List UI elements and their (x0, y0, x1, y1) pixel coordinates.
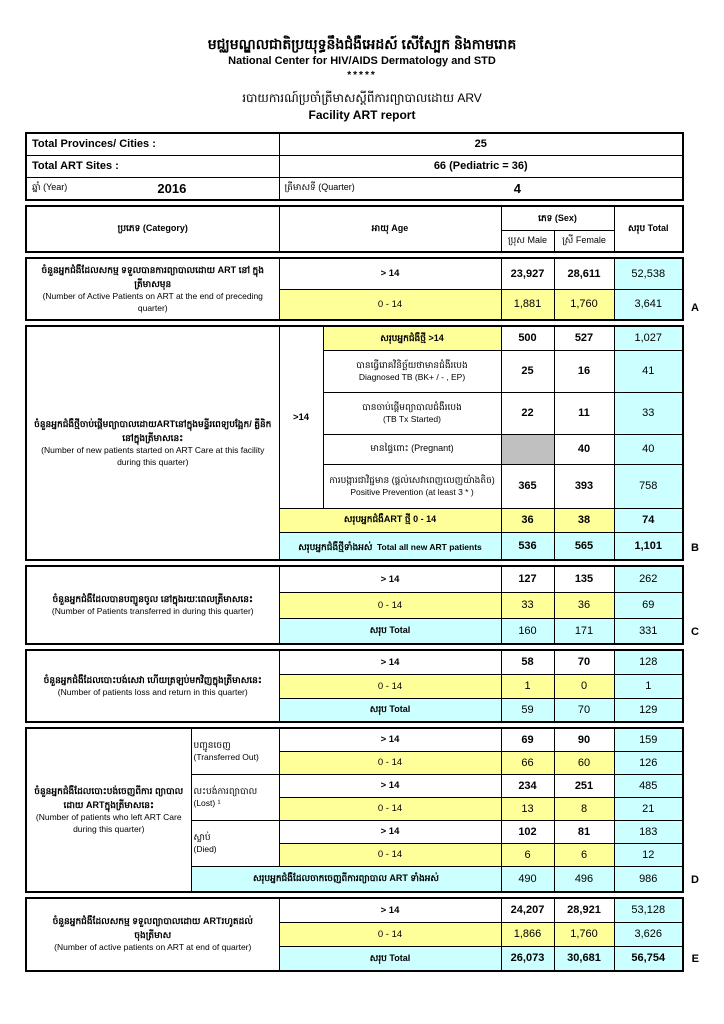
total-value: 262 (614, 566, 683, 592)
male-value: 234 (501, 774, 554, 797)
col-female: ស្រី Female (554, 230, 614, 252)
table-row (26, 566, 683, 592)
section-d-letter: D (691, 874, 699, 886)
total-value: 52,538 (614, 258, 683, 289)
female-value: 70 (554, 698, 614, 722)
subtotal-label: សរុបអ្នកជំងឺART ថ្មី 0 - 14 (279, 508, 501, 532)
table-row (26, 258, 683, 289)
female-value: 171 (554, 618, 614, 644)
col-age: អាយុ Age (279, 206, 501, 252)
section-a-table (25, 257, 684, 321)
table-row (26, 326, 683, 350)
section-c-category: ចំនួនអ្នកជំងឺដែលបានបញ្ជូនចូល នៅក្នុងរយៈពេលត្រីមាសនេះ (Number of Patients transferred in during this quarter) (26, 566, 279, 644)
table-row (26, 898, 683, 922)
female-value: 11 (554, 392, 614, 434)
male-value: 500 (501, 326, 554, 350)
male-value: 160 (501, 618, 554, 644)
total-value: 129 (614, 698, 683, 722)
male-value: 365 (501, 464, 554, 508)
male-value: 490 (501, 866, 554, 892)
female-value: 60 (554, 751, 614, 774)
row-label: មានផ្ទៃពោះ (Pregnant) (323, 434, 501, 464)
year-label: ឆ្នាំ (Year) (32, 181, 68, 192)
female-value: 6 (554, 843, 614, 866)
total-label: សរុប Total (279, 618, 501, 644)
age-cell: > 14 (279, 898, 501, 922)
total-value: 986 (614, 866, 683, 892)
total-value: 1 (614, 674, 683, 698)
total-value: 1,101 (614, 532, 683, 560)
section-c-table (25, 565, 684, 645)
total-value: 128 (614, 650, 683, 674)
male-value: 102 (501, 820, 554, 843)
section-a-letter: A (691, 302, 699, 314)
total-value: 21 (614, 797, 683, 820)
female-value: 135 (554, 566, 614, 592)
total-value: 41 (614, 350, 683, 392)
section-e-category: ចំនួនអ្នកជំងឺដែលសកម្ម ទទួលព្យាបាលដោយ ARTរហូតដល់ ចុងត្រីមាស (Number of active patients on ART at end of quarter) (26, 898, 279, 971)
subcategory-died: ស្លាប់ (Died) (191, 820, 279, 866)
female-value: 527 (554, 326, 614, 350)
male-value: 58 (501, 650, 554, 674)
provinces-label: Total Provinces/ Cities : (26, 133, 279, 155)
total-value: 758 (614, 464, 683, 508)
report-title-english: Facility ART report (308, 107, 416, 122)
male-value: 127 (501, 566, 554, 592)
section-b-table (25, 325, 684, 561)
male-value: 25 (501, 350, 554, 392)
total-value: 74 (614, 508, 683, 532)
male-value: 69 (501, 728, 554, 751)
section-c (25, 565, 699, 645)
total-label: សរុប Total (279, 946, 501, 971)
section-loss-return-table (25, 649, 684, 723)
total-value: 126 (614, 751, 683, 774)
male-value: 22 (501, 392, 554, 434)
age-cell: 0 - 14 (279, 592, 501, 618)
male-value: 6 (501, 843, 554, 866)
male-value: 59 (501, 698, 554, 722)
male-value: 13 (501, 797, 554, 820)
section-b (25, 325, 699, 561)
art-sites-value: 66 (Pediatric = 36) (279, 155, 683, 177)
female-value: 16 (554, 350, 614, 392)
male-value-disabled (501, 434, 554, 464)
total-value: 1,027 (614, 326, 683, 350)
col-sex: ភេទ (Sex) (501, 206, 614, 230)
section-b-letter: B (691, 542, 699, 554)
year-quarter-row (26, 177, 683, 200)
quarter-label: ត្រីមាសទី (Quarter) (284, 181, 355, 192)
female-value: 30,681 (554, 946, 614, 971)
female-value: 81 (554, 820, 614, 843)
total-value: 485 (614, 774, 683, 797)
total-value: 3,641 (614, 289, 683, 320)
row-label: បានធ្វើរោគវិនិច្ឆ័យថាមានជំងឺរបេង Diagnosed TB (BK+ / - , EP) (323, 350, 501, 392)
row-label: ការបង្ការជាវិជ្ជមាន (ផ្តល់សេវាពេញលេញយ៉ាងតិច) Positive Prevention (at least 3 * ) (323, 464, 501, 508)
total-value: 69 (614, 592, 683, 618)
section-b-category: ចំនួនអ្នកជំងឺថ្មីចាប់ផ្តើមព្យាបាលដោយARTនៅក្នុងមន្ទីរពេទ្យបង្អែក/ គ្លីនិក នៅក្នុងត្រីមាសនេះ (Number of new patients started on ART Care at this facility during this quarter) (26, 326, 279, 560)
female-value: 70 (554, 650, 614, 674)
total-value: 12 (614, 843, 683, 866)
female-value: 90 (554, 728, 614, 751)
age-cell: > 14 (279, 820, 501, 843)
table-row (26, 728, 683, 751)
age-group-cell: >14 (279, 326, 323, 508)
subcategory-transferred-out: បញ្ជូនចេញ (Transferred Out) (191, 728, 279, 774)
section-loss-category: ចំនួនអ្នកជំងឺដែលបោះបង់សេវា ហើយត្រឡប់មកវិញក្នុងត្រីមាសនេះ (Number of patients loss and return in this quarter) (26, 650, 279, 722)
age-cell: > 14 (279, 566, 501, 592)
col-category: ប្រភេទ (Category) (26, 206, 279, 252)
female-value: 1,760 (554, 922, 614, 946)
stars-separator: ***** (347, 69, 377, 81)
total-label: សរុបអ្នកជំងឺថ្មីទាំងអស់ Total all new ART patients (279, 532, 501, 560)
male-value: 24,207 (501, 898, 554, 922)
org-title-khmer: មជ្ឈមណ្ឌលជាតិប្រយុទ្ធនឹងជំងឺអេដស៍ សើស្បែក និងកាមរោគ (207, 36, 517, 52)
section-d-category: ចំនួនអ្នកជំងឺដែលបោះបង់ចេញពីការ ព្យាបាល ដោយ ARTក្នុងត្រីមាសនេះ (Number of patients who left ART Care during this quarter) (26, 728, 191, 892)
age-cell: 0 - 14 (279, 843, 501, 866)
section-c-letter: C (691, 626, 699, 638)
org-title-english: National Center for HIV/AIDS Dermatology and STD (228, 55, 496, 68)
section-a (25, 257, 699, 321)
female-value: 38 (554, 508, 614, 532)
female-value: 8 (554, 797, 614, 820)
section-e (25, 897, 699, 972)
subcategory-lost: លះបង់ការព្យាបាល (Lost) ¹ (191, 774, 279, 820)
quarter-value: 4 (513, 180, 521, 196)
row-label: សរុបអ្នកជំងឺថ្មី >14 (323, 326, 501, 350)
male-value: 33 (501, 592, 554, 618)
col-male: ប្រុស Male (501, 230, 554, 252)
provinces-value: 25 (279, 133, 683, 155)
total-value: 159 (614, 728, 683, 751)
age-cell: > 14 (279, 650, 501, 674)
male-value: 23,927 (501, 258, 554, 289)
quarter-cell (279, 177, 683, 200)
table-row (26, 650, 683, 674)
female-value: 496 (554, 866, 614, 892)
age-cell: 0 - 14 (279, 674, 501, 698)
total-value: 56,754 (614, 946, 683, 971)
female-value: 28,611 (554, 258, 614, 289)
total-value: 40 (614, 434, 683, 464)
age-cell: > 14 (279, 728, 501, 751)
male-value: 1,866 (501, 922, 554, 946)
total-value: 183 (614, 820, 683, 843)
male-value: 1 (501, 674, 554, 698)
age-cell: 0 - 14 (279, 797, 501, 820)
female-value: 251 (554, 774, 614, 797)
total-value: 3,626 (614, 922, 683, 946)
section-e-table (25, 897, 684, 972)
age-cell: 0 - 14 (279, 289, 501, 320)
section-a-category: ចំនួនអ្នកជំងឺដែលសកម្ម ទទួលបានការព្យាបាលដោយ ART នៅ ក្នុង ត្រីមាសមុន (Number of Active Patients on ART at the end of preceding quarter) (26, 258, 279, 320)
report-subtitle-khmer: របាយការណ៍ប្រចាំត្រីមាសស្តីពីការព្យាបាលដោយ ARV (242, 90, 482, 105)
female-value: 393 (554, 464, 614, 508)
male-value: 536 (501, 532, 554, 560)
year-cell (26, 177, 279, 200)
art-sites-row (26, 155, 683, 177)
male-value: 1,881 (501, 289, 554, 320)
total-value: 53,128 (614, 898, 683, 922)
age-cell: > 14 (279, 774, 501, 797)
info-table (25, 132, 684, 201)
column-header-table (25, 205, 684, 253)
age-cell: > 14 (279, 258, 501, 289)
section-d-table (25, 727, 684, 893)
row-label: បានចាប់ផ្តើមព្យាបាលជំងឺរបេង (TB Tx Started) (323, 392, 501, 434)
total-value: 331 (614, 618, 683, 644)
female-value: 1,760 (554, 289, 614, 320)
age-cell: 0 - 14 (279, 922, 501, 946)
section-e-letter: E (691, 953, 699, 965)
year-value: 2016 (157, 180, 187, 196)
total-value: 33 (614, 392, 683, 434)
female-value: 40 (554, 434, 614, 464)
col-total: សរុប Total (614, 206, 683, 252)
provinces-row (26, 133, 683, 155)
female-value: 0 (554, 674, 614, 698)
section-loss-return (25, 649, 682, 723)
report-header (0, 0, 724, 123)
male-value: 26,073 (501, 946, 554, 971)
male-value: 66 (501, 751, 554, 774)
age-cell: 0 - 14 (279, 751, 501, 774)
section-d (25, 727, 699, 893)
total-label: សរុប Total (279, 698, 501, 722)
total-label: សរុបអ្នកជំងឺដែលចាកចេញពីការព្យាបាល ART ទាំងអស់ (191, 866, 501, 892)
female-value: 28,921 (554, 898, 614, 922)
female-value: 36 (554, 592, 614, 618)
report-body (25, 132, 699, 976)
female-value: 565 (554, 532, 614, 560)
male-value: 36 (501, 508, 554, 532)
art-sites-label: Total ART Sites : (26, 155, 279, 177)
